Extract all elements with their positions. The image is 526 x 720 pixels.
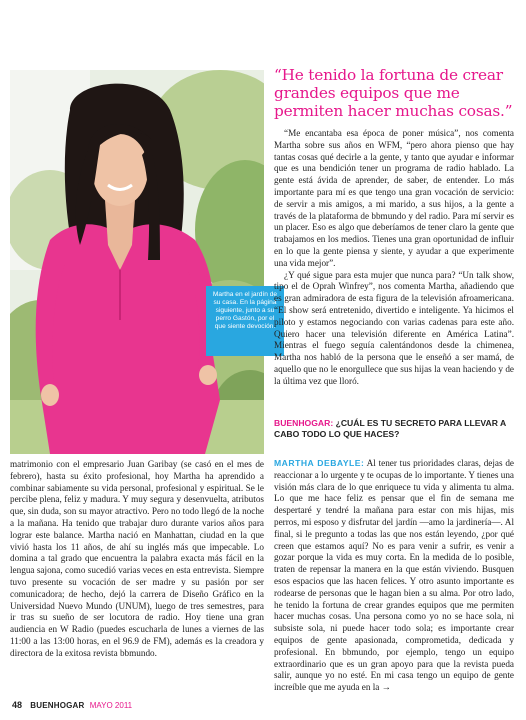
qa-answer-label: MARTHA DEBAYLE: xyxy=(274,458,365,468)
photo-caption: Martha en el jardín de su casa. En la página siguiente, junto a su perro Gastón, por el que siente devoción. xyxy=(206,286,284,356)
paragraph: “Me encantaba esa época de poner música”, nos comenta Martha sobre sus años en WFM, “pero ahora pienso que hay tantas cosas qué decirle a la gente, y tanto que ayudar e informar que es una bendición tener un programa de radio hablado. La gente está ávida de aprender, de saber, de entender. Lo más importante para mí es que tengo una gran vocación de servicio: de servir a mis amigos, a mi marido, a sus hijos, a la gente a través de la plataforma de bbmundo y del radio. Para mí servir es un placer. Eso es algo que deberíamos de tener claro la gente que trabajamos en los medios. Tienes una gran oportunidad de influir en lo que la gente piensa y siente, y ayudar a que experimente una vida mejor”. xyxy=(274,128,514,268)
qa-question xyxy=(274,418,514,440)
pull-quote: “He tenido la fortuna de crear grandes equipos que me permiten hacer muchas cosas.” xyxy=(274,66,513,120)
qa-answer-paragraph xyxy=(274,458,514,694)
right-column-bottom xyxy=(274,458,514,694)
paragraph: matrimonio con el empresario Juan Garibay (se casó en el mes de febrero), hasta su éxito profesional, hoy Martha ha aprendido a combinar sabiamente su vida personal, profesional y espiritual. Se le percibe plena, feliz y madura. Y muy segura y desenvuelta, atributos que, sin duda, son su mayor atractivo. Pero no todo llegó de la noche a la mañana. Ha tenido que trabajar duro durante varios años para lograr este balance. Martha nació en Manhattan, ciudad en la que vivió hasta los 11 años, de ahí su inglés más que impecable. Lo domina a tal grado que encuentra la palabra exacta más fácil en la lengua sajona, como sucedió varias veces en esta entrevista. Siempre tuvo presente su vocación de ser madre y su pasión por ser comunicadora; de hecho, dejó la carrera de Diseño Gráfico en la Universidad Nuevo Mundo (UNUM), luego de tres semestres, para ir tras su sueño de ser locutora de radio. Hoy tiene una gran audiencia en W Radio (puedes escucharla de lunes a viernes de las 11:00 a las 13:00 horas, en el 96.9 de FM), además es la creadora y directora de la exitosa revista bbmundo. xyxy=(10,459,264,658)
paragraph: ¿Y qué sigue para esta mujer que nunca para? “Un talk show, tipo el de Oprah Winfrey”, nos comenta Martha, añadiendo que es gran admiradora de esta figura de la televisión afroamericana. “El show será entretenido, divertido e inteligente. Ya hicimos el piloto y estamos negociando con varias cadenas para este año. Quiero hacer una televisión diferente en América Latina”. Mientras el fuego seguía calentándonos desde la chimenea, Martha nos habló de la persona que le enseñó a ser mamá, de aquello que no le enorgullece que sus hijas la vean haciendo y de la última vez que lloró. xyxy=(274,269,514,386)
cover-photo xyxy=(10,70,264,454)
page-number: 48 xyxy=(12,700,23,710)
right-column-top xyxy=(274,128,514,388)
qa-answer-text: Al tener tus prioridades claras, dejas de reaccionar a lo urgente y te ocupas de lo importante. Y tienes una visión más clara de lo que enriquece tu vida y alimenta tu alma. Lo que me hace feliz es pensar que el fin de semana me despertaré y tendré la mañana para estar con mis hijas, mis perros, mi esposo y disfrutar del jardín —amo la jardinería—. Al final, si le pregunto a todas las que nos están leyendo, ¿por qué creen que estamos aquí? No es para venir a sufrir, es venir a gozar porque la vida es muy corta. En la medida de lo posible, traten de repensar la manera en la que están viviendo. Busquen esos espacios que las hacen felices. Y otro asunto importante es rodearse de personas que le hagan bien a su alma. Por otro lado, he tenido la fortuna de crear grandes equipos que me permiten hacer muchas cosas. Una persona como yo no se hace sola, ni subsiste sola, ni puede hacer todo sola; es importante crear equipos de gente apasionada, comprometida, dedicada y profesional. En bbmundo, por ejemplo, tengo un equipo extraordinario que es un gran apoyo para que la revista pueda salir, aunque yo no esté. En mi casa tengo un equipo de gente increíble que me ayuda en la → xyxy=(274,458,514,693)
qa-question-text: ¿CUÁL ES TU SECRETO PARA LLEVAR A CABO TODO LO QUE HACES? xyxy=(274,418,506,439)
issue-date: MAYO 2011 xyxy=(89,701,133,710)
qa-brand-label: BUENHOGAR: xyxy=(274,418,334,428)
left-column-bottom xyxy=(10,459,264,660)
woman-portrait-illustration xyxy=(10,70,264,454)
magazine-name: BUENHOGAR xyxy=(30,701,85,710)
page-footer xyxy=(12,700,132,710)
